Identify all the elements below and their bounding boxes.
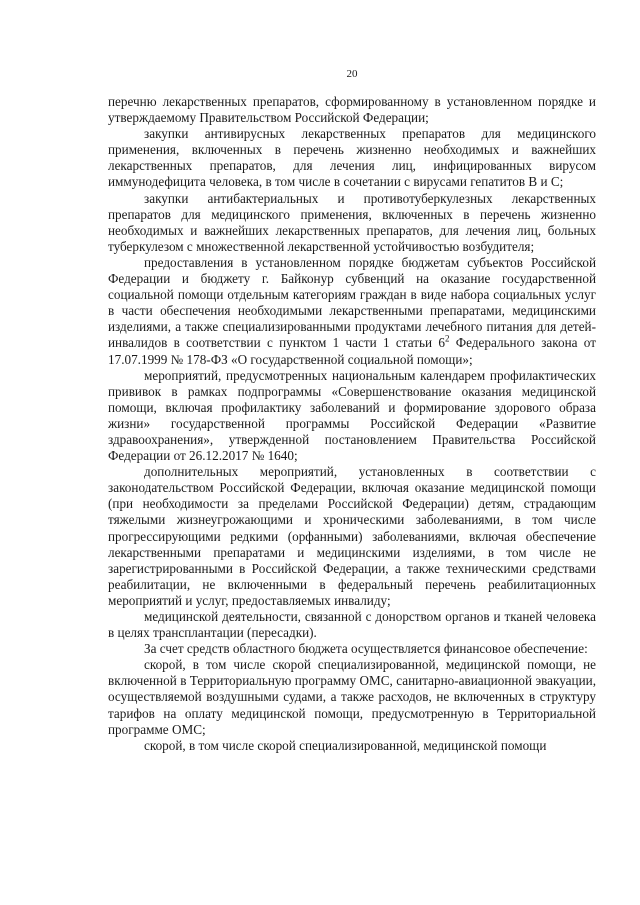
paragraph-3: закупки антибактериальных и противотуберкулезных лекарственных препаратов для медицинского применения, включенных в перечень жизненно необходимых и важнейших лекарственных препаратов, для лечения лиц, больных туберкулезом с множественной лекарственной устойчивостью возбудителя; [108,190,596,254]
paragraph-2: закупки антивирусных лекарственных препаратов для медицинского применения, включенных в перечень жизненно необходимых и важнейших лекарственных препаратов, для лечения лиц, инфицированных вирусом иммунодефицита человека, в том числе в сочетании с вирусами гепатитов B и C; [108,126,596,190]
paragraph-9: скорой, в том числе скорой специализированной, медицинской помощи, не включенной в Территориальную программу ОМС, санитарно-авиационной эвакуации, осуществляемой воздушными судами, а также расходов, не включенных в структуру тарифов на оплату медицинской помощи, предусмотренную в Территориальной программе ОМС; [108,657,596,737]
document-page [108,68,596,754]
paragraph-5: мероприятий, предусмотренных национальным календарем профилактических прививок в рамках подпрограммы «Совершенствование оказания медицинской помощи, включая профилактику заболеваний и формирование здорового образа жизни» государственной программы Российской Федерации «Развитие здравоохранения», утвержденной постановлением Правительства Российской Федерации от 26.12.2017 № 1640; [108,367,596,464]
paragraph-10: скорой, в том числе скорой специализированной, медицинской помощи [144,737,547,753]
paragraph-8: За счет средств областного бюджета осуществляется финансовое обеспечение: [144,641,588,657]
paragraph-6: дополнительных мероприятий, установленных в соответствии с законодательством Российской Федерации, включая оказание медицинской помощи (при необходимости за пределами Российской Федерации) детям, страдающим тяжелыми жизнеугрожающими и хроническими заболеваниями, в том числе прогрессирующими редкими (орфанными) заболеваниями, включая обеспечение лекарственными препаратами и медицинскими изделиями, в том числе не зарегистрированными в Российской Федерации, а также техническими средствами реабилитации, не включенными в федеральный перечень реабилитационных мероприятий и услуг, предоставляемых инвалиду; [108,464,596,608]
paragraph-4-text-before: предоставления в установленном порядке бюджетам субъектов Российской Федерации и бюджету г. Байконур субвенций на оказание государственной социальной помощи отдельным категориям граждан в виде набора социальных услуг в части обеспечения необходимыми лекарственными препаратами, медицинскими изделиями, а также специализированными продуктами лечебного питания для детей-инвалидов в соответствии с пунктом 1 части 1 статьи 6 [108,254,596,351]
paragraph-1: перечню лекарственных препаратов, сформированному в установленном порядке и утверждаемому Правительством Российской Федерации; [108,94,596,126]
paragraph-4-superscript: 2 [444,334,450,345]
page-number: 20 [346,68,358,80]
paragraph-7: медицинской деятельности, связанной с донорством органов и тканей человека в целях трансплантации (пересадки). [108,609,596,641]
paragraph-4-text-after: Федерального закона от 17.07.1999 № 178-ФЗ «О государственной социальной помощи»; [108,335,596,367]
paragraph-4 [108,255,596,368]
